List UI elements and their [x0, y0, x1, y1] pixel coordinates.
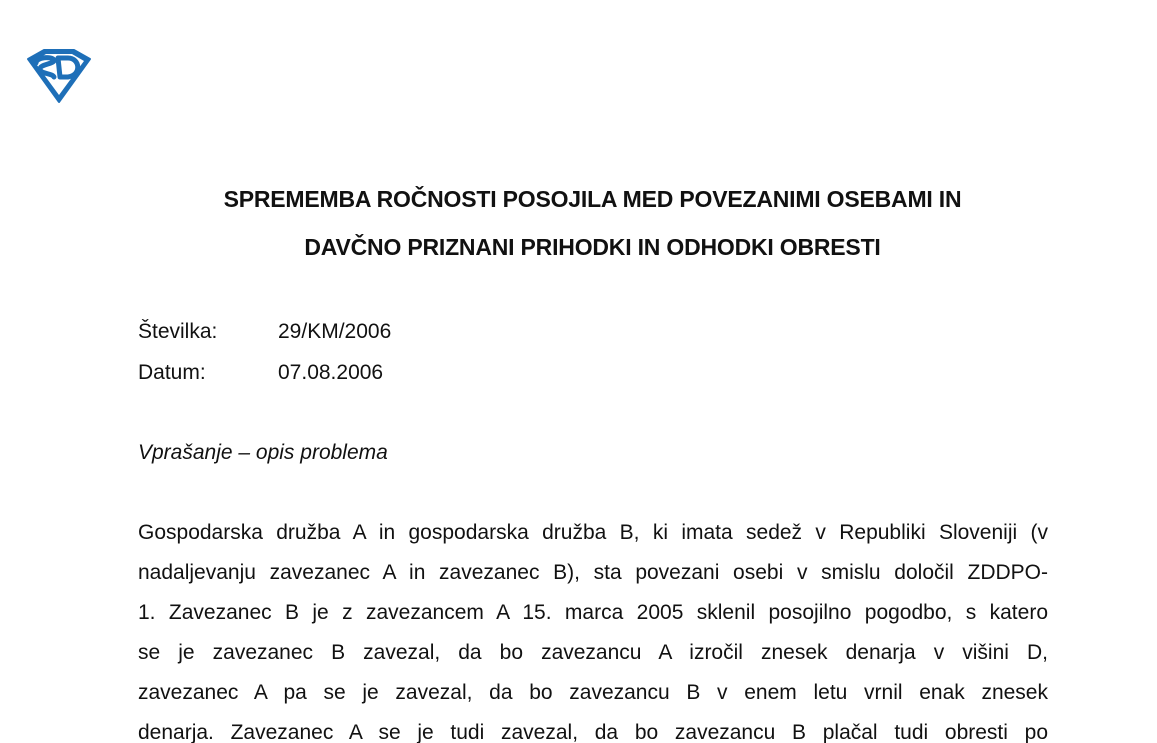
sd-logo-icon [22, 47, 96, 105]
body-line-5: zavezanec A pa se je zavezal, da bo zavezancu B v enem letu vrnil enak znesek [138, 681, 1048, 704]
body-line-4: se je zavezanec B zavezal, da bo zavezancu A izročil znesek denarja v višini D, [138, 641, 1048, 664]
body-line-1: Gospodarska družba A in gospodarska družba B, ki imata sedež v Republiki Sloveniji (v [138, 521, 1048, 544]
document-title-line-1: SPREMEMBA ROČNOSTI POSOJILA MED POVEZANIMI OSEBAMI IN [223, 186, 962, 212]
document-title-line-2: DAVČNO PRIZNANI PRIHODKI IN ODHODKI OBRESTI [304, 234, 881, 260]
date-label: Datum: [138, 361, 206, 384]
date-value: 07.08.2006 [278, 361, 384, 384]
number-label: Številka: [138, 320, 218, 343]
number-value: 29/KM/2006 [278, 320, 392, 343]
body-line-6: denarja. Zavezanec A se je tudi zavezal, da bo zavezancu B plačal tudi obresti po [138, 721, 1048, 743]
section-heading: Vprašanje – opis problema [138, 441, 388, 464]
body-line-3: 1. Zavezanec B je z zavezancem A 15. marca 2005 sklenil posojilno pogodbo, s katero [138, 601, 1048, 624]
body-line-2: nadaljevanju zavezanec A in zavezanec B), sta povezani osebi v smislu določil ZDDPO- [138, 561, 1048, 584]
